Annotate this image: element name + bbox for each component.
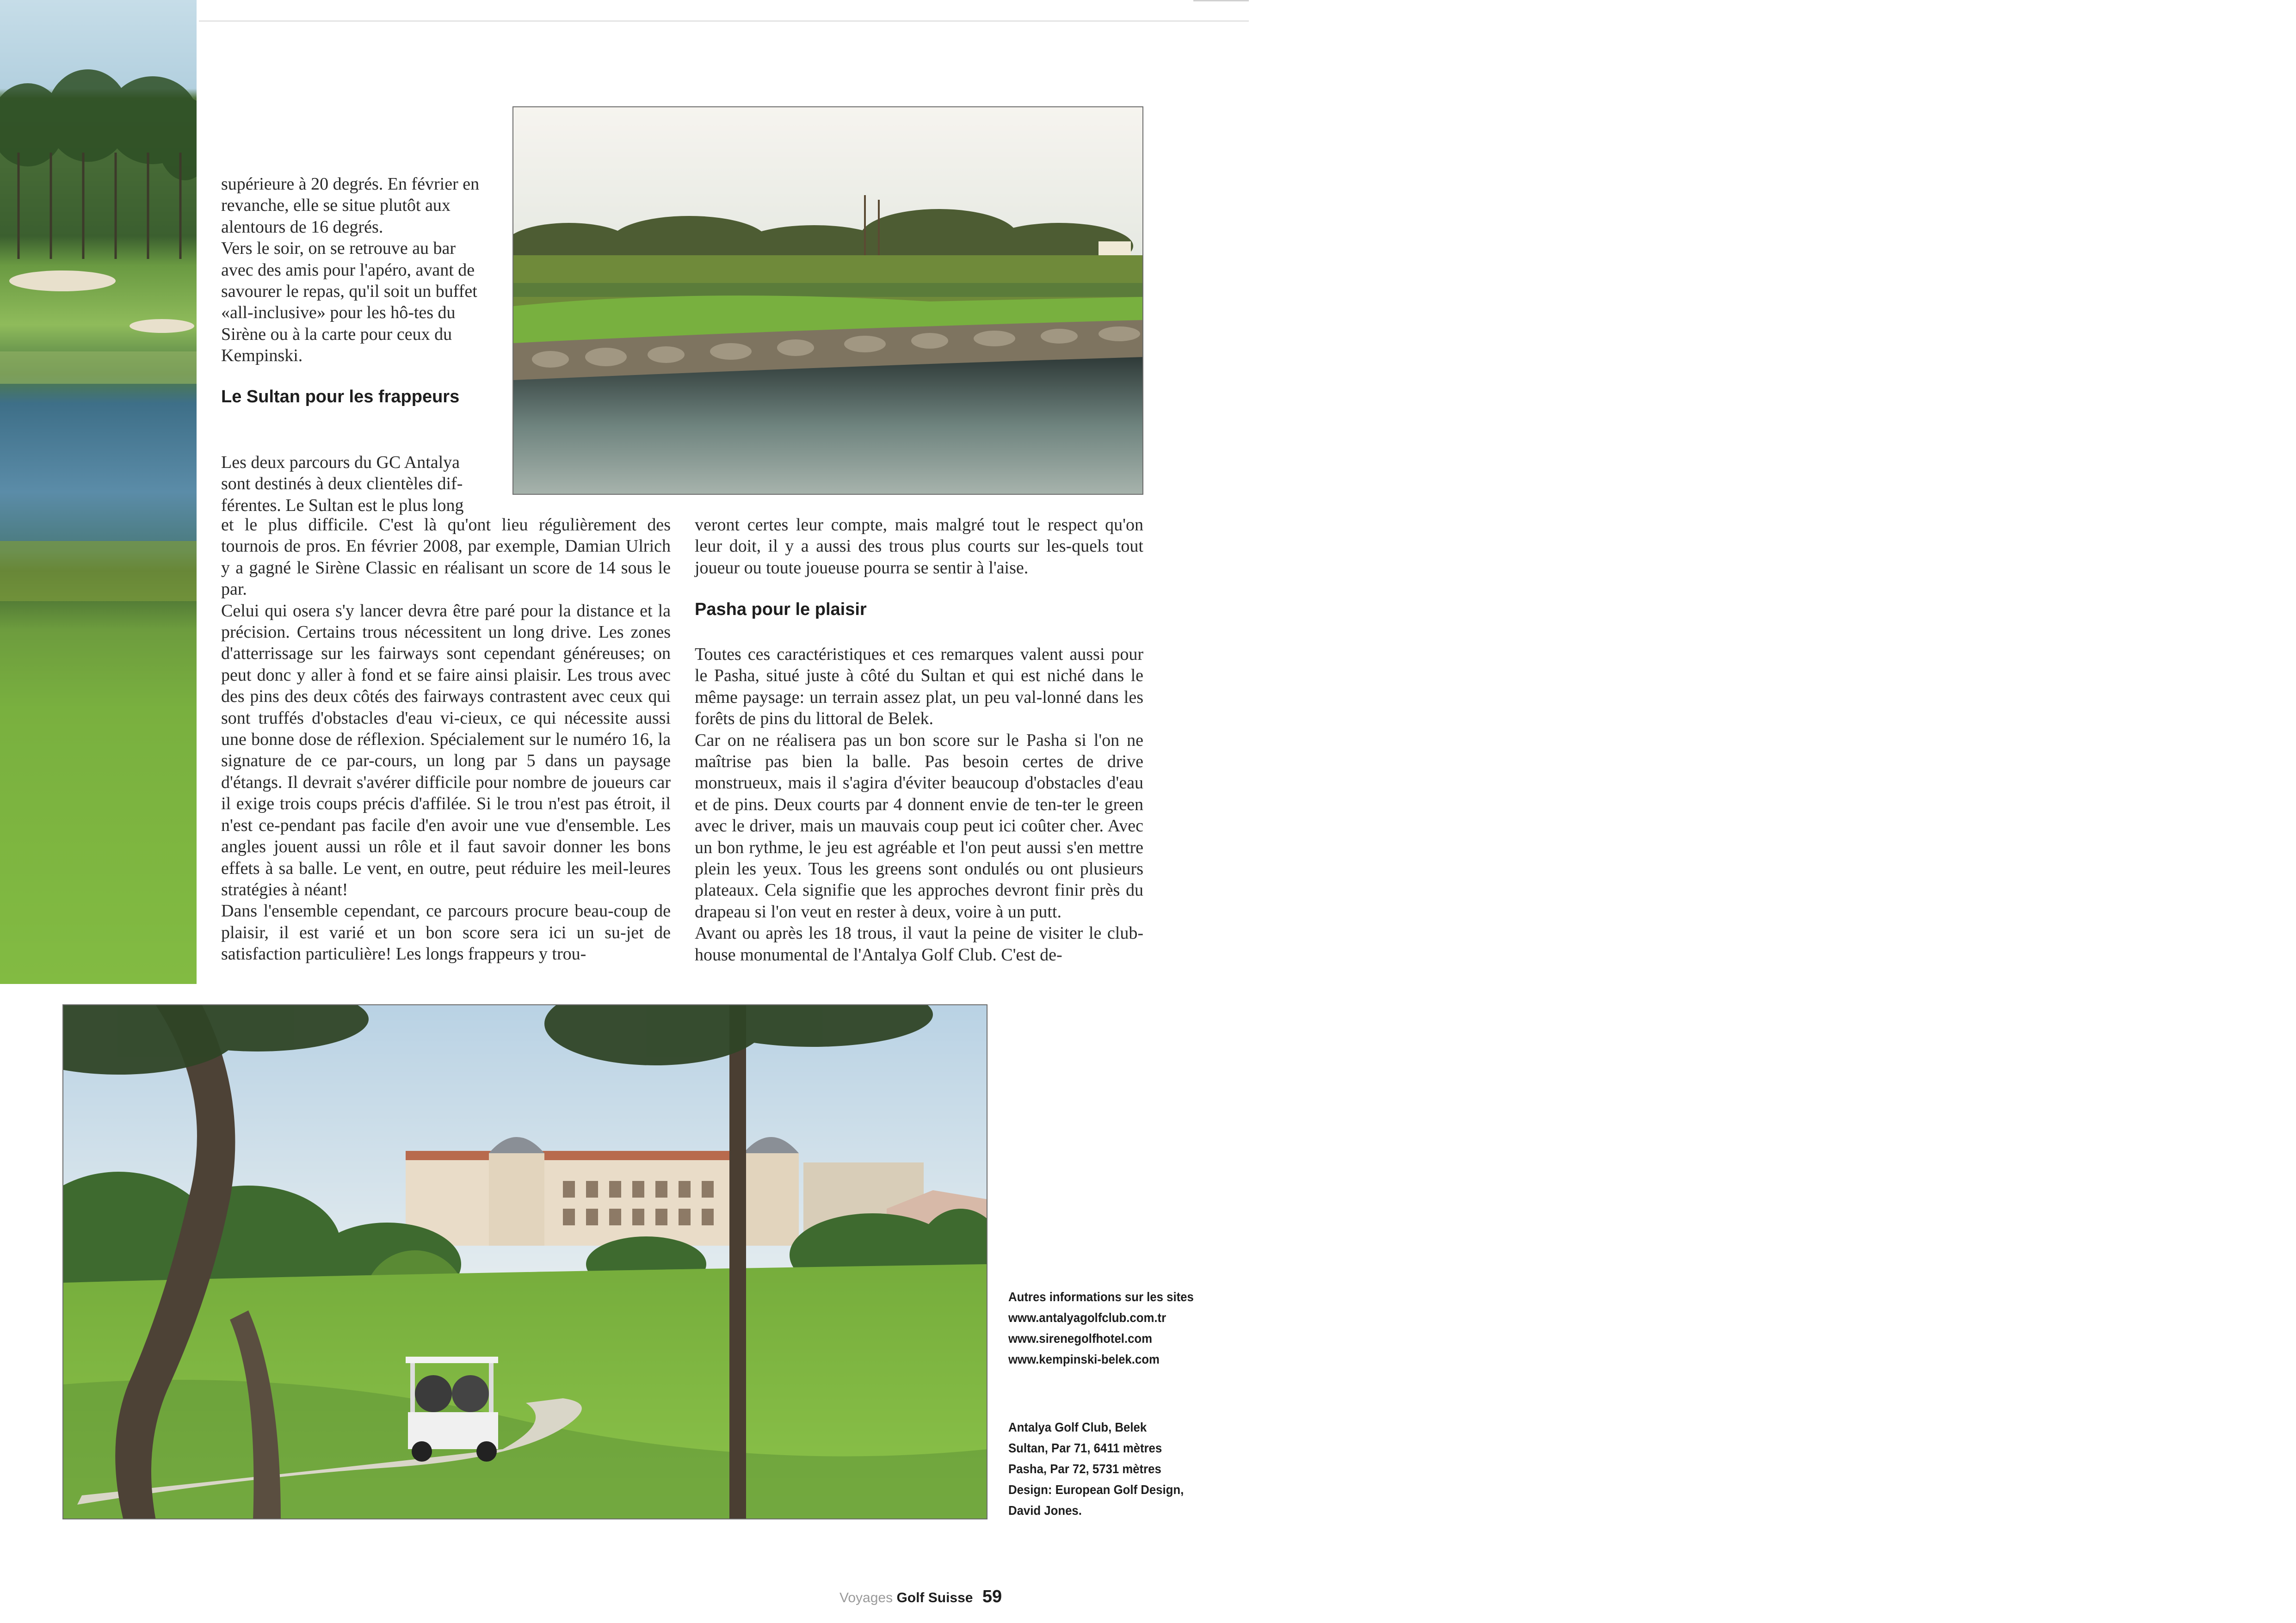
fact-line: Design: European Golf Design,	[1008, 1482, 1184, 1497]
paragraph: supérieure à 20 degrés. En février en revanche, elle se situe plutôt aux alentours de 16 degrés.	[221, 174, 480, 237]
paragraph: Vers le soir, on se retrouve au bar avec des amis pour l'apéro, avant de savourer le repas, qu'il soit un buffet «all-inclusive» pour les hô-tes du Sirène ou à la carte pour ceux du Kempinski.	[221, 239, 477, 366]
paragraph: Les deux parcours du GC Antalya sont destinés à deux clientèles dif-férentes. Le Sultan est le plus long	[221, 453, 464, 515]
island-green-photo	[512, 106, 1143, 495]
fact-line: Pasha, Par 72, 5731 mètres	[1008, 1462, 1161, 1476]
subheading-sultan: Le Sultan pour les frappeurs	[221, 387, 460, 406]
column-left-main	[221, 514, 671, 965]
left-strip-photo	[0, 0, 197, 984]
footer-section: Voyages	[839, 1590, 893, 1605]
paragraph: veront certes leur compte, mais malgré tout le respect qu'on leur doit, il y a aussi des trous plus courts sur les-quels tout joueur ou toute joueuse pourra se sentir à l'aise.	[695, 515, 1143, 578]
paragraph: Celui qui osera s'y lancer devra être paré pour la distance et la précision. Certains trous nécessitent un long drive. Les zones d'atterrissage sur les fairways sont cependant généreuses; on peut donc y aller à fond et se faire ainsi plaisir. Les trous avec des pins des deux côtés des fairways contrastent avec ceux qui sont truffés d'obstacles d'eau vi-cieux, ce qui nécessite aussi une bonne dose de réflexion. Spécialement sur le numéro 16, la signature de ce par-cours, un long par 5 dans un paysage d'étangs. Il devrait s'avérer difficile pour nombre de joueurs car il exige trois coups précis d'affilée. Si le trou n'est pas étroit, il n'est ce-pendant pas facile d'en avoir une vue d'ensemble. Les angles jouent aussi un rôle et il faut savoir donner les bons effets à sa balle. Le vent, en outre, peut réduire les meil-leures stratégies à néant!	[221, 601, 671, 899]
column-left-intro	[221, 452, 488, 516]
info-sidebar	[1008, 1286, 1194, 1370]
facts-sidebar	[1008, 1417, 1184, 1521]
fact-line: David Jones.	[1008, 1503, 1082, 1518]
page-footer	[839, 1587, 1002, 1607]
paragraph: Car on ne réalisera pas un bon score sur le Pasha si l'on ne maîtrise pas bien la balle. Pas besoin certes de drive monstrueux, mais il s'agira d'éviter beaucoup d'obstacles d'eau et de pins. Deux courts par 4 donnent envie de ten-ter le green avec le driver, mais un mauvais coup peut ici coûter cher. Avec un bon rythme, le jeu est agréable et l'on peut aussi s'en mettre plein les yeux. Tous les greens sont ondulés ou ont plusieurs plateaux. Cela signifie que les approches devront finir près du drapeau si l'on veut en rester à deux, voire à un putt.	[695, 730, 1143, 922]
page-number: 59	[982, 1587, 1002, 1606]
info-heading: Autres informations sur les sites	[1008, 1290, 1194, 1304]
subheading-pasha: Pasha pour le plaisir	[695, 600, 867, 619]
footer-magazine: Golf Suisse	[896, 1590, 973, 1605]
top-rule-right	[1193, 0, 1249, 1]
fact-line: Antalya Golf Club, Belek	[1008, 1420, 1147, 1434]
column-right	[695, 514, 1143, 578]
column-left-top	[221, 173, 488, 367]
paragraph: Avant ou après les 18 trous, il vaut la peine de visiter le club-house monumental de l'Antalya Golf Club. C'est de-	[695, 923, 1143, 965]
fact-line: Sultan, Par 71, 6411 mètres	[1008, 1441, 1162, 1455]
clubhouse-photo	[62, 1004, 988, 1519]
paragraph: Dans l'ensemble cependant, ce parcours procure beau-coup de plaisir, il est varié et un bon score sera ici un su-jet de satisfaction particulière! Les longs frappeurs y trou-	[221, 901, 671, 964]
column-right-main	[695, 644, 1143, 965]
top-rule	[199, 20, 1249, 22]
website-link[interactable]: www.kempinski-belek.com	[1008, 1352, 1160, 1366]
paragraph: Toutes ces caractéristiques et ces remarques valent aussi pour le Pasha, situé juste à côté du Sultan et qui est niché dans le même paysage: un terrain assez plat, un peu val-lonné dans les forêts de pins du littoral de Belek.	[695, 645, 1143, 729]
paragraph: et le plus difficile. C'est là qu'ont lieu régulièrement des tournois de pros. En février 2008, par exemple, Damian Ulrich y a gagné le Sirène Classic en réalisant un score de 14 sous le par.	[221, 515, 671, 599]
website-link[interactable]: www.antalyagolfclub.com.tr	[1008, 1310, 1167, 1325]
website-link[interactable]: www.sirenegolfhotel.com	[1008, 1331, 1153, 1346]
